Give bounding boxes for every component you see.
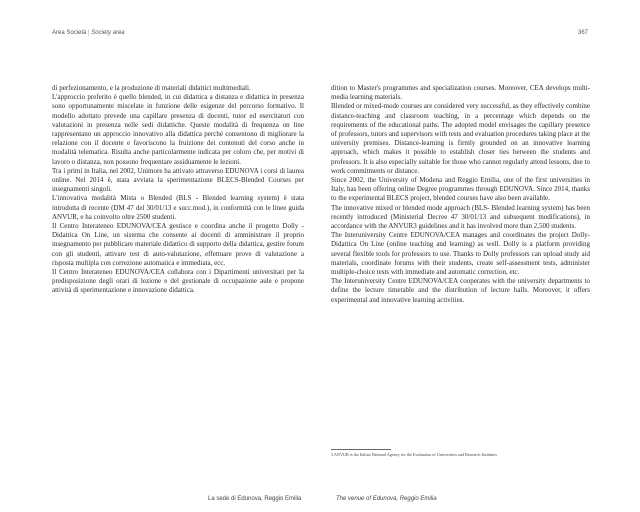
page-number: 367 — [577, 30, 588, 36]
photo-caption-en: The venue of Edunova, Reggio Emilia — [336, 496, 437, 502]
paragraph: Tra i primi in Italia, nel 2002, Unimore ha attivato attraverso EDUNOVA i corsi di laurea online. Nel 2014 è, stata avviata la sperimentazione BLECS-Blended Courses per insegnamenti singoli. — [52, 166, 304, 194]
english-text-column — [331, 84, 590, 305]
paragraph: Il Centro Interateneo EDUNOVA/CEA gestisce e coordina anche il progetto Dolly - Didattica On Line, un sistema che consente ai docenti di amministrare il proprio insegnamento per pubblicare materiale didattico di supporto della didattica, gestire forum con gli studenti, attivare test di auto-valutazione, effettuare prove di valutazione a risposta multipla con correzione automatica e immediata, ecc. — [52, 222, 304, 267]
paragraph: dition to Master's programmes and specialization courses. Moreover, CEA develops multi-media learning materials. — [331, 84, 590, 102]
header-separator: | — [88, 30, 90, 36]
italian-text-column — [52, 84, 304, 296]
paragraph: The Interuniversity Centre EDUNOVA/CEA manages and coordinates the project Dolly-Didattica On Line (online teaching and learning) as well. Dolly is a platform providing several flexible tools for professors to use. Thanks to Dolly professors can upload study aid materials, coordinate forums with their students, create self-assessment tests, administer multiple-choice tests with immediate and automatic correction, etc. — [331, 231, 590, 277]
area-label-en: Society area — [91, 30, 125, 36]
paragraph: L'innovativa modalità Mista o Blended (BLS - Blended learning system) è stata introdotta di recente (DM 47 del 30/01/13 e succ.mod.), in conformità con le linee guida ANVUR, e ha coinvolto oltre 2500 studenti. — [52, 194, 304, 221]
area-label-it: Area Società — [52, 30, 87, 36]
paragraph: Since 2002, the University of Modena and Reggio Emilia, one of the first universities in Italy, has been offering online Degree programmes through EDUNOVA. Since 2014, thanks to the experimental BLECS project, blended courses have also been available. — [331, 176, 590, 203]
paragraph: The innovative mixed or blended mode approach (BLS- Blended learning system) has been recently introduced (Ministerial Decree 47 30/01/13 and subsequent modifications), in accordance with the ANVUR3 guidelines and it has involved more than 2,500 students. — [331, 203, 590, 231]
photo-caption-it: La sede di Edunova, Reggio Emilia — [208, 496, 302, 502]
paragraph: Il Centro Interateneo EDUNOVA/CEA collabora con i Dipartimenti universitari per la predisposizione degli orari di lezione e del gestionale di occupazione aule e propone attività di sperimentazione e innovazione didattica. — [52, 268, 304, 295]
footnote: 3 ANVUR is the Italian National Agency for the Evaluation of Universities and Research Institutes — [331, 452, 497, 457]
paragraph: The Interuniversity Centre EDUNOVA/CEA cooperates with the university departments to define the lecture timetable and the distribution of lecture halls. Moreover, it offers experimental and innovative learning activities. — [331, 277, 590, 304]
paragraph: di perfezionamento, e la produzione di materiali didattici multimediali. — [52, 84, 251, 92]
running-header — [52, 30, 125, 36]
paragraph: Blended or mixed-mode courses are considered very successful, as they effectively combine distance-teaching and classroom teaching, in a percentage which depends on the requirements of the educational paths. The adopted model envisages the capillary presence of professors, tutors and supervisors with tests and evaluation procedures taking place at the university premises. Distance-learning is firmly grounded on an innovative learning approach, which makes it possible to establish closer ties between the students and professors. It is also especially suitable for those who cannot regularly attend lessons, due to work commitments or distance. — [331, 102, 590, 175]
paragraph: L'approccio preferito è quello blended, in cui didattica a distanza e didattica in presenza sono opportunamente miscelate in funzione delle esigenze del percorso formativo. Il modello adottato prevede una capillare presenza di docenti, tutor ed esercitatori con valutazioni in presenza nelle sedi didattiche. Queste modalità di frequenza on line rappresentano un approccio innovativo alla didattica perché consentono di migliorare la relazione con il docente e favoriscono la fruizione dei contenuti del corso anche in modalità telematica. Risulta anche particolarmente indicata per coloro che, per motivi di lavoro o distanza, non possono frequentare assiduamente le lezioni. — [52, 93, 304, 166]
footnote-rule — [331, 449, 391, 450]
